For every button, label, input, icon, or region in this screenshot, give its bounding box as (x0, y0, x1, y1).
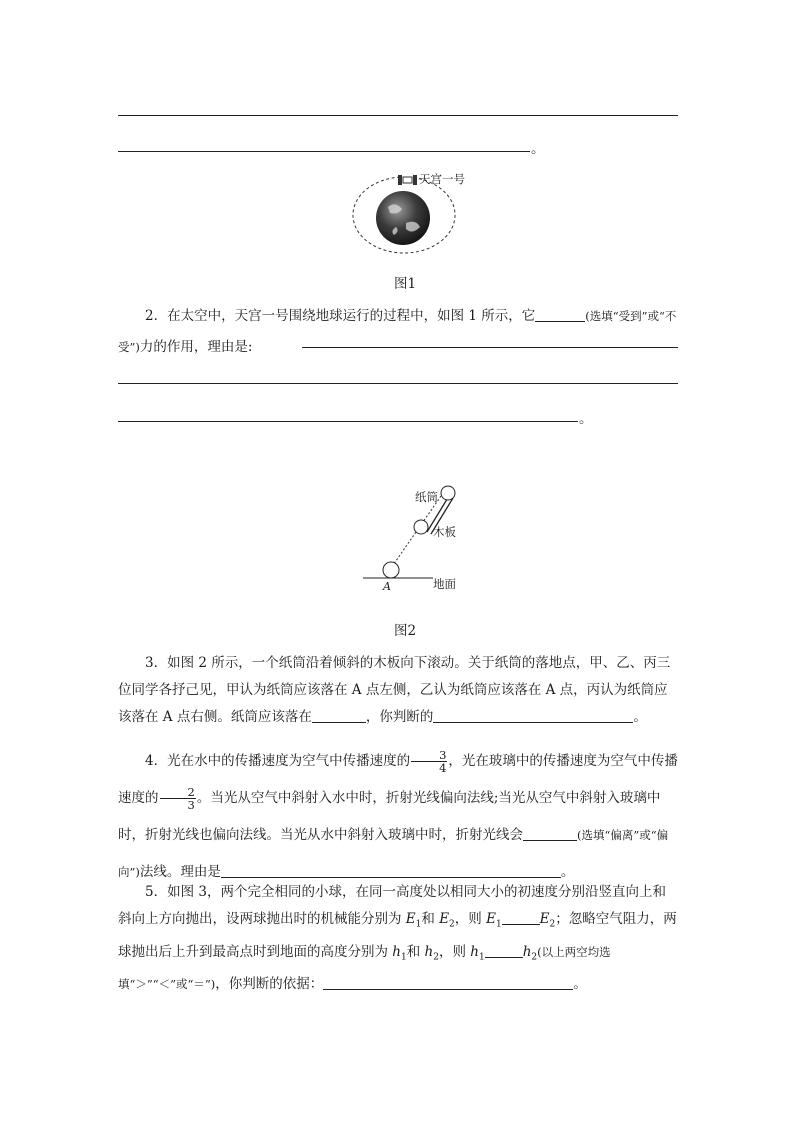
q1-period: 。 (531, 141, 545, 157)
answer-line-q2-1[interactable] (302, 347, 678, 348)
q2-option-hint: (选填“受到”或“不受”) (118, 309, 677, 354)
answer-line-q1-1[interactable] (118, 115, 678, 116)
label-point-a: A (383, 580, 391, 593)
q3-text: 如图 2 所示，一个纸筒沿着倾斜的木板向下滚动。关于纸筒的落地点，甲、乙、丙三位同学各抒己见，甲认为纸筒应该落在 A 点左侧，乙认为纸筒应该落在 A 点，丙认为纸筒应该落在 A 点右侧。纸筒应该落在 (118, 655, 671, 725)
q5-blank-1[interactable] (502, 910, 540, 925)
q4-period: 。 (560, 864, 575, 880)
q4-text-b: ，光在玻璃中的传播速度为空气中传播速度的 (118, 753, 678, 806)
q2-number: 2． (145, 308, 168, 324)
label-ground: 地面 (433, 577, 456, 591)
tube-top-icon (441, 486, 455, 500)
q4-text-c: 。当光从空气中斜射入水中时，折射光线偏向法线;当光从空气中斜射入玻璃中时，折射光线也偏向法线。当光从水中斜射入玻璃中时，折射光线会 (118, 790, 661, 843)
figure-2-incline-diagram (355, 482, 475, 594)
answer-line-q2-2[interactable] (118, 383, 678, 384)
q2-blank-1[interactable] (535, 307, 585, 322)
question-5: 5．如图 3，两个完全相同的小球，在同一高度处以相同大小的初速度分别沿竖直向上和斜向上方向抛出，设两球抛出时的机械能分别为 $E_1$和 $E_2$，则 $E_1$ $E_2$；忽略空气阻力，两球抛出后上升到最高点时到地面的高度分别为 $h_1$和 $h_2$，则 $h_1$ $h_2$(以上两空均选填“＞”“＜”或“＝”)，你判断的依据： 。 (118, 884, 677, 993)
q2-text-a: 在太空中，天宫一号围绕地球运行的过程中，如图 1 所示，它 (167, 308, 536, 324)
figure-2-caption: 图2 (393, 623, 417, 639)
q4-blank-2[interactable] (221, 863, 561, 878)
q3-blank-2[interactable] (433, 708, 633, 723)
question-2 (118, 301, 678, 363)
q5-text-e: ，你判断的依据： (215, 976, 324, 993)
earth-icon (376, 191, 430, 245)
q4-number: 4． (145, 753, 168, 769)
q4-text-d: 法线。理由是 (139, 864, 221, 880)
satellite-label: 天宫一号 (419, 172, 465, 186)
q5-number: 5． (145, 884, 168, 900)
figure-1-caption: 图1 (393, 276, 417, 292)
q5-text-c: ；忽略空气阻力，两球抛出后上升到最高点时到地面的高度分别为 (118, 911, 677, 960)
q4-blank-1[interactable] (523, 826, 577, 841)
q2-text-b: 力的作用，理由是: (139, 339, 253, 355)
satellite-icon (398, 175, 417, 185)
q5-text-a: 如图 3，两个完全相同的小球，在同一高度处以相同大小的初速度分别沿竖直向上和斜向上方向抛出，设两球抛出时的机械能分别为 (118, 884, 666, 927)
q4-option-hint: (选填“偏离”或“偏向”) (118, 828, 669, 879)
q3-blank-1[interactable] (312, 708, 366, 723)
q4-fraction-2: $\frac{2}{3}$ (160, 786, 196, 811)
q5-blank-2[interactable] (485, 943, 523, 958)
q3-text-b: ，你判断的 (365, 709, 434, 725)
q5-period: 。 (573, 976, 587, 993)
question-4 (118, 743, 678, 891)
tube-middle-icon (414, 520, 428, 534)
q3-period: 。 (633, 709, 647, 725)
q4-text-a: 光在水中的传播速度为空气中传播速度的 (167, 753, 411, 769)
q5-option-hint: (以上两空均选填“＞”“＜”或“＝”) (118, 944, 611, 992)
answer-line-q2-3[interactable] (118, 421, 578, 422)
q5-blank-3[interactable] (323, 975, 573, 990)
label-board: 木板 (433, 525, 456, 539)
q3-number: 3． (145, 655, 168, 671)
q4-fraction-1: $\frac{3}{4}$ (411, 749, 447, 774)
q2-period: 。 (579, 411, 593, 427)
tube-ground-icon (383, 562, 399, 578)
answer-line-q1-2[interactable] (118, 151, 530, 152)
label-tube: 纸筒 (415, 490, 438, 504)
figure-1-orbit-diagram (340, 165, 490, 260)
question-3 (118, 650, 678, 731)
